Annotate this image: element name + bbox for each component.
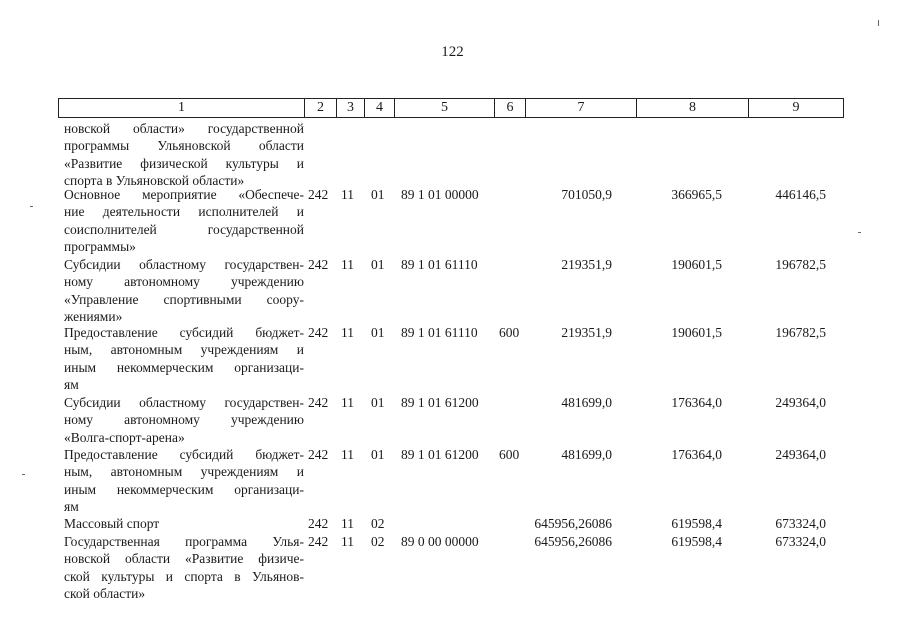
header-col-7: 7	[526, 99, 637, 117]
cell-c4: 01	[371, 187, 385, 202]
cell-c8: 176364,0	[671, 395, 722, 410]
row-name-line: Субсидии областному государствен-	[64, 257, 304, 272]
header-col-2: 2	[305, 99, 337, 117]
row-name-line: ным, автономным учреждениям и	[64, 464, 304, 480]
cell-c7: 481699,0	[561, 447, 612, 462]
scan-speck	[30, 206, 33, 207]
header-col-9: 9	[792, 100, 800, 115]
cell-c9: 249364,0	[775, 395, 826, 410]
cell-c9: 196782,5	[775, 325, 826, 340]
cell-c4: 01	[371, 325, 385, 340]
row-name	[64, 120, 304, 190]
cell-c5: 89 1 01 61110	[401, 325, 478, 340]
row-name-line: Государственная программа Улья-	[64, 534, 304, 549]
row-name	[64, 394, 304, 446]
cell-c9: 196782,5	[775, 257, 826, 272]
header-col-1: 1	[59, 99, 305, 117]
cell-c2: 242	[308, 516, 329, 531]
cell-c8: 176364,0	[671, 447, 722, 462]
row-name-line: Предоставление субсидий бюджет-	[64, 447, 304, 462]
page-number: 122	[441, 44, 464, 60]
cell-c7: 219351,9	[561, 325, 612, 340]
row-name	[64, 533, 304, 603]
header-col-5: 5	[395, 99, 495, 117]
table-header-row	[58, 98, 844, 118]
cell-c3: 11	[341, 516, 354, 531]
row-name-line: ской области»	[64, 586, 146, 602]
cell-c8: 619598,4	[671, 516, 722, 531]
cell-c4: 02	[371, 516, 385, 531]
row-name-line: соисполнителей государственной	[64, 221, 304, 237]
cell-c7: 481699,0	[561, 395, 612, 410]
cell-c3: 11	[341, 187, 354, 202]
cell-c2: 242	[308, 534, 329, 549]
cell-c5: 89 1 01 61200	[401, 447, 479, 462]
header-col-8: 8	[637, 99, 749, 117]
row-name-line: иным некоммерческим организаци-	[64, 481, 304, 497]
row-name	[64, 515, 304, 532]
cell-c5: 89 1 01 61110	[401, 257, 478, 272]
row-name-line: ному автономному учреждению	[64, 274, 304, 290]
row-name-line: спорта в Ульяновской области»	[64, 173, 245, 189]
header-col-6: 6	[495, 99, 526, 117]
row-name-line: ным, автономным учреждениям и	[64, 342, 304, 358]
cell-c3: 11	[341, 395, 354, 410]
cell-c4: 02	[371, 534, 385, 549]
row-name-line: новской области «Развитие физиче-	[64, 551, 304, 567]
cell-c3: 11	[341, 257, 354, 272]
row-name-line: Основное мероприятие «Обеспече-	[64, 187, 304, 202]
row-name-line: ской культуры и спорта в Ульянов-	[64, 568, 304, 584]
row-name-line: «Волга-спорт-арена»	[64, 429, 185, 445]
scan-speck	[22, 474, 25, 475]
row-name	[64, 256, 304, 326]
cell-c5: 89 0 00 00000	[401, 534, 479, 549]
cell-c3: 11	[341, 447, 354, 462]
scan-speck	[858, 232, 861, 233]
cell-c7: 645956,26086	[534, 534, 612, 549]
cell-c2: 242	[308, 447, 329, 462]
cell-c8: 190601,5	[671, 257, 722, 272]
cell-c2: 242	[308, 395, 329, 410]
header-col-4: 4	[365, 99, 395, 117]
header-col-3: 3	[337, 99, 365, 117]
row-name-line: ям	[64, 499, 79, 515]
cell-c7: 645956,26086	[534, 516, 612, 531]
row-name-line: ному автономному учреждению	[64, 412, 304, 428]
row-name-line: иным некоммерческим организаци-	[64, 359, 304, 375]
cell-c9: 446146,5	[775, 187, 826, 202]
row-name-line: «Управление спортивными соору-	[64, 291, 304, 307]
cell-c5: 89 1 01 00000	[401, 187, 479, 202]
row-name-line: ние деятельности исполнителей и	[64, 204, 304, 220]
cell-c7: 219351,9	[561, 257, 612, 272]
row-name-line: «Развитие физической культуры и	[64, 155, 304, 171]
cell-c3: 11	[341, 325, 354, 340]
cell-c8: 619598,4	[671, 534, 722, 549]
row-name-line: Массовый спорт	[64, 516, 160, 531]
cell-c4: 01	[371, 257, 385, 272]
cell-c2: 242	[308, 325, 329, 340]
cell-c2: 242	[308, 257, 329, 272]
row-name	[64, 324, 304, 394]
cell-c9: 673324,0	[775, 534, 826, 549]
row-name	[64, 446, 304, 516]
row-name-line: ям	[64, 377, 79, 393]
cell-c2: 242	[308, 187, 329, 202]
scan-speck	[878, 20, 879, 26]
row-name-line: Предоставление субсидий бюджет-	[64, 325, 304, 340]
cell-c4: 01	[371, 447, 385, 462]
row-name-line: новской области» государственной	[64, 121, 304, 136]
cell-c9: 249364,0	[775, 447, 826, 462]
row-name-line: программы»	[64, 239, 136, 255]
cell-c5: 89 1 01 61200	[401, 395, 479, 410]
row-name-line: программы Ульяновской области	[64, 138, 304, 154]
cell-c9: 673324,0	[775, 516, 826, 531]
cell-c8: 190601,5	[671, 325, 722, 340]
cell-c4: 01	[371, 395, 385, 410]
cell-c7: 701050,9	[561, 187, 612, 202]
cell-c8: 366965,5	[671, 187, 722, 202]
row-name	[64, 186, 304, 256]
row-name-line: жениями»	[64, 309, 123, 325]
row-name-line: Субсидии областному государствен-	[64, 395, 304, 410]
cell-c6: 600	[499, 447, 520, 462]
cell-c6: 600	[499, 325, 520, 340]
cell-c3: 11	[341, 534, 354, 549]
